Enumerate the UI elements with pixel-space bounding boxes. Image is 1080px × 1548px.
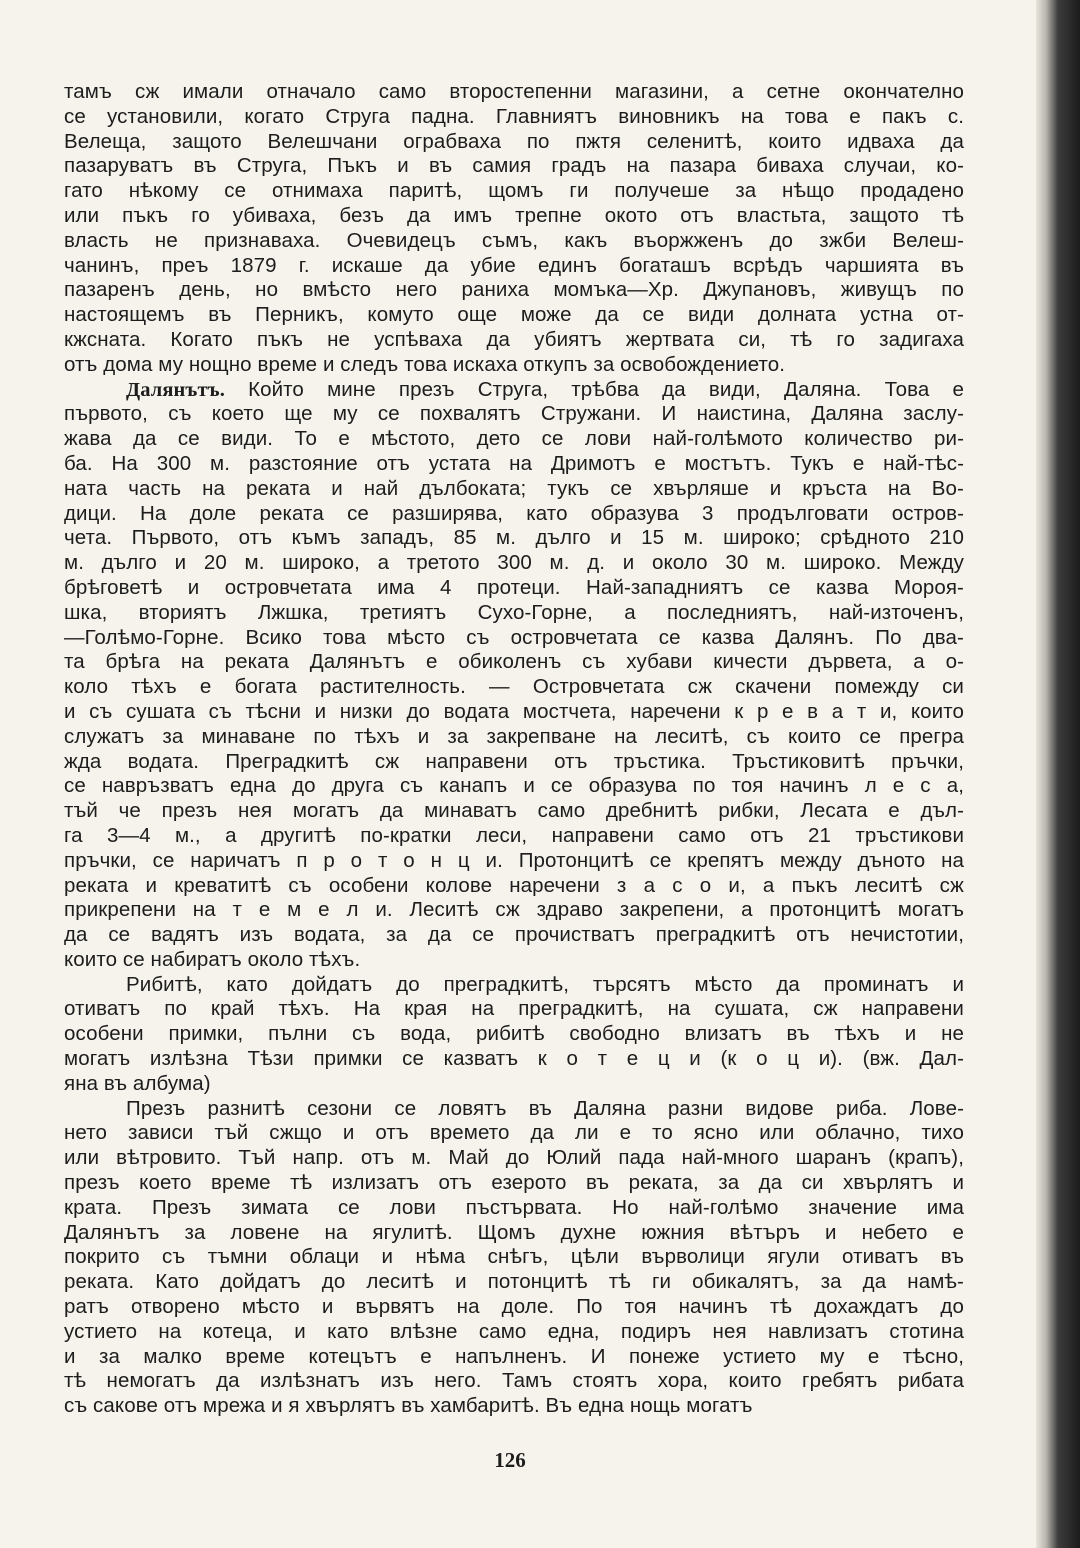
text-line: пазаруватъ въ Струга, Пъкъ и въ самия градъ на пазара биваха случаи, ко- <box>64 154 964 178</box>
text-line: и съ сушата съ тѣсни и низки до водата мостчета, наречени к р е в а т и, които <box>64 699 964 723</box>
text-line: —Голѣмо-Горне. Всико това мѣсто съ островчетата се казва Далянъ. По два- <box>64 625 964 649</box>
text-line: крата. Презъ зимата се лови пъстървата. Но най-голѣмо значение има <box>64 1195 964 1219</box>
text-line: или пъкъ го убиваха, безъ да имъ трепне окото отъ властьта, защото тѣ <box>64 203 964 227</box>
text-line: покрито съ тъмни облаци и нѣма снѣгъ, цѣли върволици ягули отиватъ въ <box>64 1245 964 1269</box>
text-line: шка, вториятъ Лжшка, третиятъ Сухо-Горне, а последниятъ, най-източенъ, <box>64 600 964 624</box>
text-line: тѣ немогатъ да излѣзнатъ изъ него. Тамъ стоятъ хора, които гребятъ рибата <box>64 1369 964 1393</box>
text-line: и за малко време котецътъ е напълненъ. И понеже устието му е тѣсно, <box>64 1344 964 1368</box>
text-line: пръчки, се наричатъ п р о т о н ц и. Протонцитѣ се крепятъ между дъното на <box>64 848 964 872</box>
text-line: Велеща, защото Велешчани ограбваха по пжтя селенитѣ, които идваха да <box>64 129 964 153</box>
text-line: власть не признаваха. Очевидецъ съмъ, какъ въоржженъ до зжби Велеш- <box>64 228 964 252</box>
text-line: презъ което време тѣ излизатъ отъ езерото въ реката, за да си хвърлятъ и <box>64 1171 964 1195</box>
text-line: първото, съ което ще му се похвалятъ Стружани. И наистина, Даляна заслу- <box>64 402 964 426</box>
paragraph-fish-traps <box>64 973 964 1097</box>
text-line: ба. На 300 м. разстояние отъ устата на Дримотъ е мостътъ. Тукъ е най-тѣс- <box>64 451 964 475</box>
text-line: прикрепени на т е м е л и. Леситѣ сж здраво закрепени, а протонцитѣ могатъ <box>64 898 964 922</box>
text-line: или вѣтровито. Тъй напр. отъ м. Май до Юлий пада най-много шаранъ (крапъ), <box>64 1146 964 1170</box>
text-line: съ сакове отъ мрежа и я хвърлятъ въ хамбаритѣ. Въ една нощь могатъ <box>64 1394 753 1418</box>
text-line: реката. Като дойдатъ до леситѣ и потонцитѣ тѣ ги обикалятъ, за да намѣ- <box>64 1270 964 1294</box>
text-line: Презъ разнитѣ сезони се ловятъ въ Даляна разни видове риба. Лове- <box>126 1096 964 1120</box>
text-line: могатъ излѣзна Тѣзи примки се казватъ к о т е ц и (к о ц и). (вж. Дал- <box>64 1047 964 1071</box>
text-line: та брѣга на реката Далянътъ е обиколенъ съ хубави кичести дървета, а о- <box>64 650 964 674</box>
text-line: отъ дома му нощно време и следъ това искаха откупъ за освобождението. <box>64 352 786 376</box>
text-line: Далянътъ за ловене на ягулитѣ. Щомъ духне южния вѣтъръ и небето е <box>64 1220 964 1244</box>
section-term-dalyan: Далянътъ. <box>126 378 225 401</box>
text-line: се навръзватъ една до друга съ канапъ и се образува по тоя начинъ л е с а, <box>64 774 964 798</box>
text-line: тамъ сж имали отначало само второстепенни магазини, а сетне окончателно <box>64 80 964 103</box>
text-line: които се набиратъ около тѣхъ. <box>64 947 361 971</box>
text-line: ната часть на реката и най дълбоката; тукъ се хвърляше и кръста на Во- <box>64 476 964 500</box>
text-line: тъй че презъ нея могатъ да минаватъ само дребнитѣ рибки, Лесата е дъл- <box>64 799 964 823</box>
paragraph-dalyan <box>64 378 964 973</box>
paragraph-fishing-seasons <box>64 1097 964 1419</box>
text-line: яна въ албума) <box>64 1071 211 1095</box>
page-number: 126 <box>494 1448 526 1472</box>
text-line: кжсната. Когато пъкъ не успѣваха да убиятъ жертвата си, тѣ го задигаха <box>64 327 964 351</box>
paragraph-shops <box>64 80 964 378</box>
text-line: отиватъ по край тѣхъ. На края на преградкитѣ, на сушата, сж направени <box>64 997 964 1021</box>
page-binding-edge <box>1036 0 1080 1548</box>
text-line: гато нѣкому се отнимаха паритѣ, щомъ ги получеше за нѣщо продадено <box>64 179 964 203</box>
text-line: реката и креватитѣ съ особени колове наречени з а с о и, а пъкъ леситѣ сж <box>64 873 964 897</box>
text-line: дици. На доле реката се разширява, като образува 3 продълговати остров- <box>64 501 964 525</box>
text-line: нето зависи тъй сжщо и отъ времето да ли е то ясно или облачно, тихо <box>64 1121 964 1145</box>
text-line: брѣговетѣ и островчетата има 4 протеци. Най-западниятъ се казва Мороя- <box>64 575 964 599</box>
text-line: ратъ отворено мѣсто и вървятъ на доле. По тоя начинъ тѣ дохаждатъ до <box>64 1295 964 1319</box>
text-line: м. дълго и 20 м. широко, а третото 300 м. д. и около 30 м. широко. Между <box>64 551 964 575</box>
text-line: чанинъ, преъ 1879 г. искаше да убие единъ богаташъ всрѣдъ чаршията въ <box>64 253 964 277</box>
text-line: настоящемъ въ Перникъ, комуто още може да се види долната устна от- <box>64 303 964 327</box>
text-line: га 3—4 м., а другитѣ по-кратки леси, направени само отъ 21 тръстикови <box>64 823 964 847</box>
text-line: пазаренъ день, но вмѣсто него раниха момъка—Хр. Джупановъ, живущъ по <box>64 278 964 302</box>
text-line: да се вадятъ изъ водата, за да се прочистватъ преградкитѣ отъ нечистотии, <box>64 923 964 947</box>
text-line: жава да се види. То е мѣстото, дето се лови най-голѣмото количество ри- <box>64 427 964 451</box>
text-line: се установили, когато Струга падна. Главниятъ виновникъ на това е пакъ с. <box>64 104 964 128</box>
text-line: чета. Първото, отъ къмъ западъ, 85 м. дълго и 15 м. широко; срѣдното 210 <box>64 526 964 550</box>
text-line: Рибитѣ, като дойдатъ до преградкитѣ, търсятъ мѣсто да проминатъ и <box>126 972 964 996</box>
text-line: особени примки, пълни съ вода, рибитѣ свободно влизатъ въ тѣхъ и не <box>64 1022 964 1046</box>
text-line: коло тѣхъ е богата растителность. — Островчетата сж скачени помежду си <box>64 675 964 699</box>
text-line: устието на котеца, и като влѣзне само една, подиръ нея навлизатъ стотина <box>64 1319 964 1343</box>
text-line: жда водата. Преградкитѣ сж направени отъ тръстика. Тръстиковитѣ пръчки, <box>64 749 964 773</box>
text-line: служатъ за минаване по тѣхъ и за закрепване на леситѣ, съ които се прегра <box>64 724 964 748</box>
paragraph-dalyan-first-line-text: Който мине презъ Струга, трѣбва да види, Даляна. Това е <box>224 377 964 401</box>
paragraph-dalyan-first-line <box>64 378 964 403</box>
body-text <box>64 80 964 1419</box>
